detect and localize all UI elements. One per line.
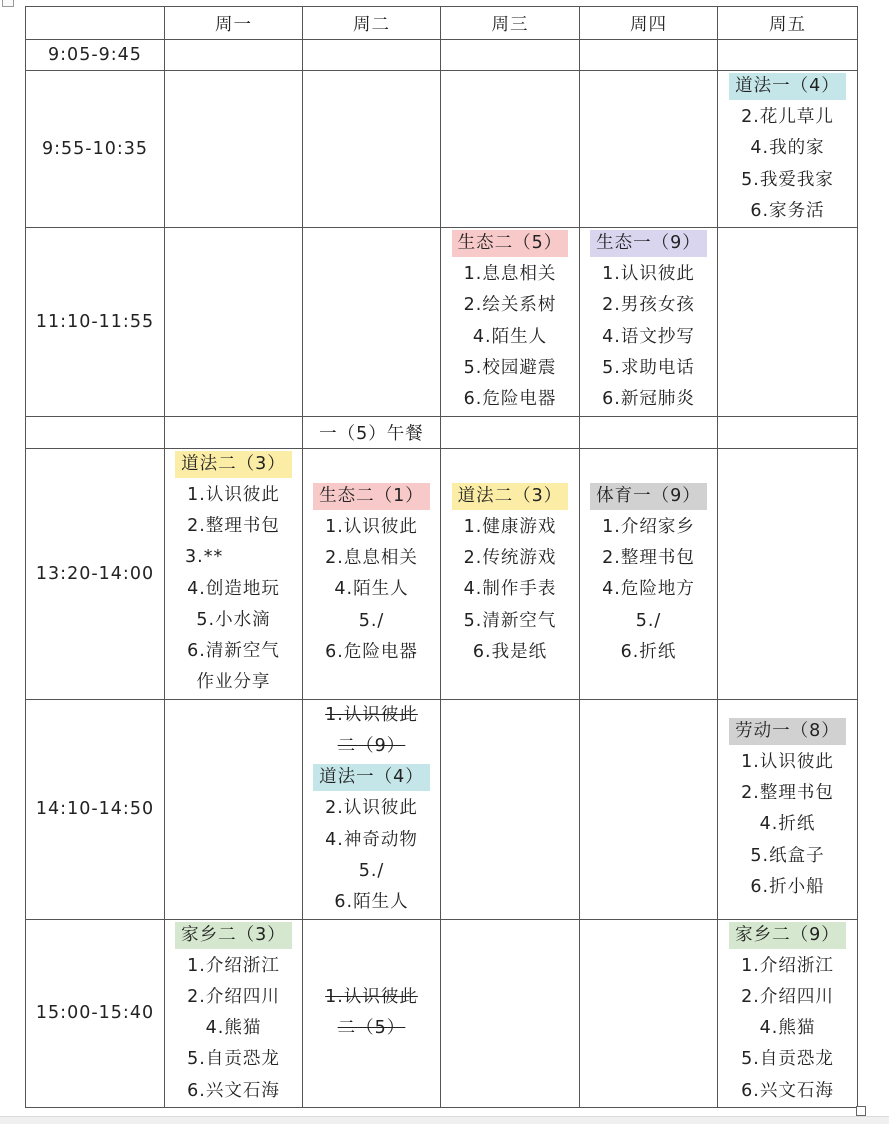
lesson-item: 2.绘关系树	[463, 295, 557, 316]
lesson-item: 1.认识彼此	[187, 484, 280, 505]
lesson-cell-fri[interactable]	[718, 228, 858, 416]
lesson-item: 2.整理书包	[741, 783, 834, 804]
lesson-cell-mon[interactable]	[165, 40, 303, 71]
struck-item: 二（9）	[337, 736, 406, 757]
lesson-item: 5./	[358, 860, 385, 881]
lesson-cell-wed[interactable]	[441, 416, 580, 448]
time-cell[interactable]: 11:10-11:55	[26, 228, 165, 416]
lesson-item: 1.健康游戏	[463, 516, 557, 537]
period-row-1	[26, 40, 858, 71]
lesson-item: 4.折纸	[759, 814, 816, 835]
lesson-item: 4.陌生人	[472, 326, 548, 347]
timetable	[25, 6, 858, 1108]
lesson-item: 6.危险电器	[325, 641, 418, 662]
lesson-item: 1.介绍浙江	[741, 955, 834, 976]
lesson-item: 6.兴文石海	[741, 1080, 834, 1101]
day-header-wed[interactable]: 周三	[441, 7, 580, 40]
lesson-item: 2.花儿草儿	[741, 107, 834, 127]
lesson-cell-tue[interactable]	[303, 40, 441, 71]
lesson-item: 2.介绍四川	[741, 986, 834, 1007]
lesson-item: 1.认识彼此	[741, 751, 834, 772]
day-header-mon[interactable]: 周一	[165, 7, 303, 40]
lesson-item: 5.我爱我家	[741, 169, 834, 190]
lesson-cell-wed[interactable]	[441, 448, 580, 699]
lesson-cell-mon[interactable]	[165, 919, 303, 1107]
day-header-thu[interactable]: 周四	[580, 7, 718, 40]
lesson-item: 6.折小船	[750, 876, 825, 897]
lesson-item: 6.折纸	[620, 641, 677, 662]
lesson-item: 4.神奇动物	[325, 829, 418, 850]
lesson-item: 2.认识彼此	[325, 798, 418, 819]
course-title: 生态二（5）	[452, 230, 569, 257]
course-title: 家乡二（3）	[175, 922, 292, 949]
course-title: 生态一（9）	[590, 230, 707, 257]
lesson-cell-thu[interactable]	[580, 71, 718, 228]
lesson-cell-tue[interactable]	[303, 228, 441, 416]
lesson-cell-tue[interactable]	[303, 699, 441, 919]
lesson-cell-mon[interactable]	[165, 699, 303, 919]
struck-item: 1.认识彼此	[325, 704, 418, 725]
lunch-cell[interactable]: 一（5）午餐	[303, 416, 441, 448]
lesson-item: 4.危险地方	[602, 579, 695, 600]
lesson-cell-fri[interactable]	[718, 40, 858, 71]
lesson-item: 1.息息相关	[463, 264, 557, 285]
time-cell[interactable]	[26, 416, 165, 448]
lesson-item: 5.纸盒子	[750, 845, 825, 866]
lesson-cell-mon[interactable]	[165, 416, 303, 448]
time-cell[interactable]: 9:05-9:45	[26, 40, 165, 71]
lesson-cell-wed[interactable]	[441, 919, 580, 1107]
period-row-5	[26, 699, 858, 919]
course-title: 道法二（3）	[452, 483, 569, 510]
course-title: 道法一（4）	[729, 73, 846, 100]
lesson-cell-thu[interactable]	[580, 448, 718, 699]
lesson-item: 1.认识彼此	[602, 264, 695, 285]
lesson-item: 作业分享	[196, 672, 271, 693]
course-title: 生态二（1）	[313, 483, 430, 510]
lesson-item: 6.陌生人	[334, 892, 409, 913]
lesson-item: 5.自贡恐龙	[741, 1049, 834, 1070]
lesson-item: 6.新冠肺炎	[602, 389, 695, 410]
lesson-cell-fri[interactable]	[718, 416, 858, 448]
lesson-cell-wed[interactable]	[441, 40, 580, 71]
period-row-4	[26, 448, 858, 699]
lesson-item: 1.认识彼此	[325, 516, 418, 537]
period-row-2	[26, 71, 858, 228]
course-title: 家乡二（9）	[729, 922, 846, 949]
lesson-item: 2.介绍四川	[187, 986, 280, 1007]
lesson-item: 2.整理书包	[602, 547, 695, 568]
lesson-item: 4.我的家	[750, 138, 825, 159]
time-cell[interactable]: 13:20-14:00	[26, 448, 165, 699]
lesson-cell-thu[interactable]	[580, 919, 718, 1107]
lesson-cell-tue[interactable]	[303, 448, 441, 699]
day-header-tue[interactable]: 周二	[303, 7, 441, 40]
lunch-row	[26, 416, 858, 448]
lesson-item: 6.家务活	[750, 200, 825, 221]
lesson-item: 6.我是纸	[472, 641, 548, 662]
lesson-item: 5./	[358, 610, 385, 631]
lesson-cell-wed[interactable]	[441, 699, 580, 919]
lesson-item: 5.自贡恐龙	[187, 1049, 280, 1070]
course-title: 劳动一（8）	[729, 718, 846, 745]
table-move-handle[interactable]	[2, 0, 14, 7]
lesson-item: 2.整理书包	[187, 515, 280, 536]
lesson-item: 2.息息相关	[325, 547, 418, 568]
lesson-item: 4.语文抄写	[602, 326, 695, 347]
course-title: 道法一（4）	[313, 764, 430, 791]
day-header-fri[interactable]: 周五	[718, 7, 858, 40]
lesson-item: 5./	[635, 610, 662, 631]
lesson-cell-fri[interactable]	[718, 919, 858, 1107]
lesson-item: 5.小水滴	[196, 609, 271, 630]
lesson-item: 2.传统游戏	[463, 547, 557, 568]
lesson-item: 2.男孩女孩	[602, 295, 695, 316]
lesson-item: 4.陌生人	[334, 579, 409, 600]
header-row	[26, 7, 858, 40]
lesson-item: 4.熊猫	[759, 1018, 816, 1039]
lesson-item: 4.熊猫	[205, 1018, 262, 1039]
lesson-item: 1.介绍家乡	[602, 516, 695, 537]
time-cell[interactable]: 9:55-10:35	[26, 71, 165, 228]
lesson-cell-fri[interactable]	[718, 448, 858, 699]
lesson-item: 1.介绍浙江	[187, 955, 280, 976]
lesson-cell-thu[interactable]	[580, 699, 718, 919]
lesson-item: 5.求助电话	[602, 358, 695, 379]
corner-cell[interactable]	[26, 7, 165, 40]
period-row-3	[26, 228, 858, 416]
lesson-item: 6.危险电器	[463, 389, 557, 410]
period-row-6	[26, 919, 858, 1107]
lesson-item: 6.兴文石海	[187, 1080, 280, 1101]
struck-item: 二（5）	[337, 1018, 406, 1039]
lesson-item: 4.制作手表	[463, 579, 557, 600]
lesson-cell-tue[interactable]	[303, 71, 441, 228]
table-resize-handle[interactable]	[856, 1106, 866, 1116]
lesson-cell-thu[interactable]	[580, 40, 718, 71]
lesson-cell-wed[interactable]	[441, 228, 580, 416]
lesson-item: 5.校园避震	[463, 358, 557, 379]
lesson-item: 4.创造地玩	[187, 578, 280, 599]
lesson-cell-fri[interactable]	[718, 699, 858, 919]
struck-item: 1.认识彼此	[325, 986, 418, 1007]
lesson-item: 6.清新空气	[187, 641, 280, 662]
lesson-cell-wed[interactable]	[441, 71, 580, 228]
time-cell[interactable]: 15:00-15:40	[26, 919, 165, 1107]
lesson-cell-thu[interactable]	[580, 228, 718, 416]
lesson-cell-mon[interactable]	[165, 448, 303, 699]
course-title: 体育一（9）	[590, 483, 707, 510]
lesson-item: 3.**	[185, 547, 224, 568]
lesson-item: 5.清新空气	[463, 610, 557, 631]
lesson-cell-mon[interactable]	[165, 228, 303, 416]
course-title: 道法二（3）	[175, 451, 292, 478]
lesson-cell-thu[interactable]	[580, 416, 718, 448]
lesson-cell-fri[interactable]	[718, 71, 858, 228]
time-cell[interactable]: 14:10-14:50	[26, 699, 165, 919]
lesson-cell-tue[interactable]	[303, 919, 441, 1107]
lesson-cell-mon[interactable]	[165, 71, 303, 228]
